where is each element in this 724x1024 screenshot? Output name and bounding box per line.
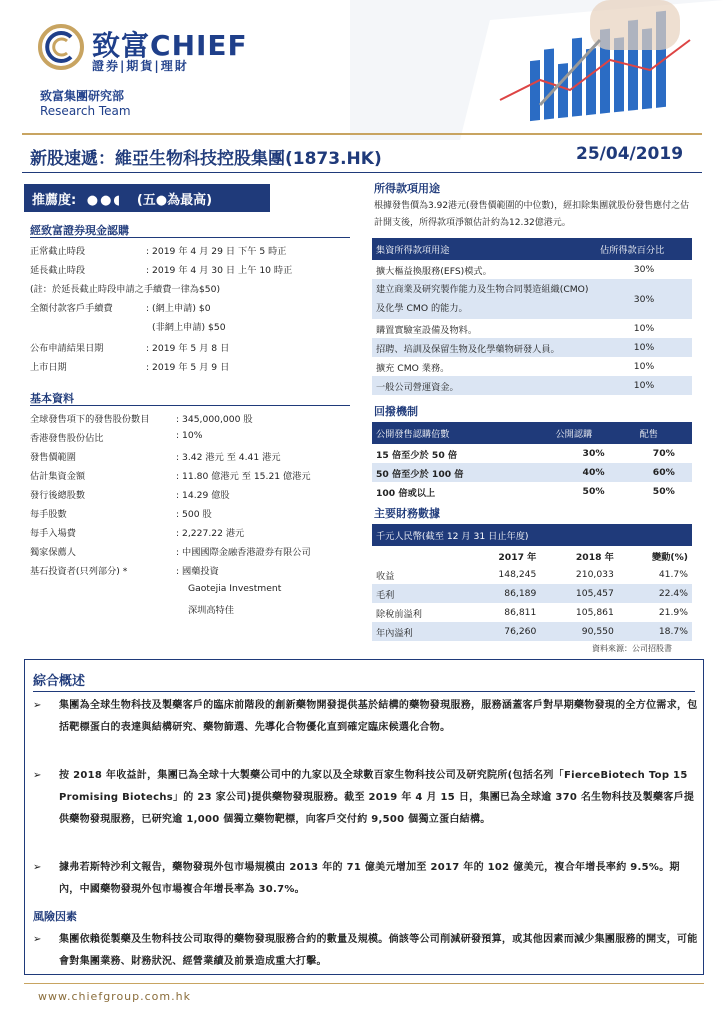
fin-2018: 210,033 <box>575 569 614 580</box>
financials-source: 資料來源：公司招股書 <box>592 644 672 653</box>
rating-dots: ●●◖ <box>86 193 123 208</box>
fin-2017: 76,260 <box>463 622 541 641</box>
risk-point: 集團依賴從製藥及生物科技公司取得的藥物發現服務合約的數量及規模。倘該等公司削減研發預算，或其他因素而減少集團服務的開支，可能會對集團業務、財務狀況、經營業績及前景造成重大打擊。 <box>59 934 698 967</box>
sub-row-value: : 2019 年 4 月 29 日 下午 5 時正 <box>146 246 287 257</box>
rating-label: 推薦度: <box>32 193 77 208</box>
clawback-multiple: 15 倍至少於 50 倍 <box>376 449 458 461</box>
basic-row-value: : 345,000,000 股 <box>176 414 253 425</box>
sub-row-value: : (網上申請) $0 <box>146 303 211 314</box>
summary-point: 按 2018 年收益計，集團已為全球十大製藥公司中的九家以及全球數百家生物科技公司及研究院所(包括名列「FierceBiotech Top 15 Promising Biotechs」的 23 家公司)提供藥物發現服務。截至 2019 年 4 月 15 日，集團已為全球逾 370 名生物科技及製藥客戶提供藥物發現服務，已研究逾 1,000 個獨立藥物靶標，向客戶交付約 9,500 個獨立蛋白結構。 <box>59 770 695 825</box>
summary-box <box>24 659 704 975</box>
proceeds-pct: 10% <box>633 323 655 334</box>
basic-row-label: 每手入場費 <box>30 528 76 539</box>
proceeds-use: 建立商業及研究製作能力及生物合同製造組織(CMO)及化學 CMO 的能力。 <box>372 279 596 319</box>
basic-row-label: 獨家保薦人 <box>30 547 76 558</box>
proceeds-use: 購置實驗室設備及物料。 <box>376 324 478 336</box>
sub-row-value: : 2019 年 4 月 30 日 上午 10 時正 <box>146 265 293 276</box>
summary-divider <box>33 691 695 692</box>
proceeds-heading: 所得款項用途 <box>374 182 440 195</box>
proceeds-col-use: 集資所得款項用途 <box>372 238 596 260</box>
fin-col-change: 變動(%) <box>652 551 688 563</box>
proceeds-table <box>372 238 692 395</box>
fin-change: 22.4% <box>618 584 692 603</box>
proceeds-col-pct: 佔所得款百分比 <box>596 238 692 260</box>
fin-col-2018: 2018 年 <box>575 551 614 563</box>
clawback-col-placing: 配售 <box>636 422 692 444</box>
proceeds-use: 擴充 CMO 業務。 <box>376 362 450 374</box>
basic-row-label: 香港發售股份佔比 <box>30 433 104 444</box>
header-divider <box>22 133 702 135</box>
fin-item: 收益 <box>376 570 395 582</box>
summary-heading: 綜合概述 <box>33 674 86 689</box>
sub-row-label: 上市日期 <box>30 362 67 373</box>
proceeds-pct: 30% <box>596 279 692 319</box>
sub-row-note: (註：於延長截止時段申請之手續費一律為$50) <box>30 284 221 295</box>
sub-row-label: 延長截止時段 <box>30 265 86 276</box>
basic-row-value: : 500 股 <box>176 509 212 520</box>
fin-item: 毛利 <box>372 584 463 603</box>
bullet-icon: ➢ <box>33 700 42 711</box>
proceeds-pct: 10% <box>596 376 692 395</box>
basic-row-value: : 14.29 億股 <box>176 490 230 501</box>
chief-logo-icon <box>38 24 84 70</box>
research-dept-cn: 致富集團研究部 <box>40 89 125 103</box>
clawback-col-multiple: 公開發售認購倍數 <box>372 422 552 444</box>
clawback-heading: 回撥機制 <box>374 405 418 418</box>
title-divider <box>22 172 702 173</box>
rating-banner <box>24 184 270 212</box>
proceeds-pct: 10% <box>633 361 655 372</box>
basic-row-label: 發行後總股數 <box>30 490 86 501</box>
financials-heading: 主要財務數據 <box>374 507 440 520</box>
sub-row-value: : 2019 年 5 月 9 日 <box>146 362 230 373</box>
basic-info-divider <box>30 405 350 406</box>
clawback-placing: 70% <box>652 448 675 459</box>
fin-2018: 105,457 <box>540 584 618 603</box>
sub-row-label: 正常截止時段 <box>30 246 86 257</box>
financials-unit: 千元人民幣(截至 12 月 31 日止年度) <box>372 524 692 546</box>
basic-row-label: 基石投資者(只列部分) * <box>30 566 128 577</box>
basic-row-label: 每手股數 <box>30 509 67 520</box>
clawback-placing: 50% <box>652 486 675 497</box>
subscription-heading: 經致富證券現金認購 <box>30 224 129 237</box>
basic-row-value: Gaotejia Investment <box>188 583 282 594</box>
basic-row-value: : 2,227.22 港元 <box>176 528 245 539</box>
proceeds-use: 擴大樞益換服務(EFS)模式。 <box>376 265 492 277</box>
fin-col-2017: 2017 年 <box>498 551 537 563</box>
fin-2017: 86,811 <box>504 607 537 618</box>
basic-row-value: : 11.80 億港元 至 15.21 億港元 <box>176 471 311 482</box>
basic-row-value: : 10% <box>176 430 203 441</box>
fin-item: 除稅前溢利 <box>376 608 422 620</box>
fin-change: 21.9% <box>658 607 688 618</box>
basic-row-value: : 中國國際金融香港證券有限公司 <box>176 547 311 558</box>
sub-row-label: 全額付款客戶手續費 <box>30 303 113 314</box>
brand-tagline: 證券|期貨|理財 <box>92 59 189 73</box>
clawback-multiple: 100 倍或以上 <box>376 487 436 499</box>
clawback-multiple: 50 倍至少於 100 倍 <box>372 463 552 482</box>
fin-2017: 148,245 <box>498 569 537 580</box>
basic-row-value: : 3.42 港元 至 4.41 港元 <box>176 452 281 463</box>
basic-row-label: 估計集資金額 <box>30 471 86 482</box>
hero-chart-illustration <box>350 0 724 140</box>
footer-website[interactable]: www.chiefgroup.com.hk <box>38 990 191 1003</box>
bullet-icon: ➢ <box>33 934 42 945</box>
bullet-icon: ➢ <box>33 862 42 873</box>
page-title: 新股速遞：維亞生物科技控股集團(1873.HK) <box>30 149 382 169</box>
basic-row-value: 深圳高特佳 <box>188 605 234 616</box>
proceeds-intro: 根據發售價為3.92港元(發售價範圍的中位數)，經扣除集團就股份發售應付之估計開支後，所得款項淨額估計約為12.32億港元。 <box>374 201 690 228</box>
basic-row-label: 發售價範圍 <box>30 452 76 463</box>
subscription-list <box>30 243 350 383</box>
basic-info-list <box>30 411 360 621</box>
sub-row-label: 公布申請結果日期 <box>30 343 104 354</box>
fin-2017: 86,189 <box>463 584 541 603</box>
summary-point: 集團為全球生物科技及製藥客戶的臨床前階段的創新藥物開發提供基於結構的藥物發現服務，服務涵蓋客戶對早期藥物發現的全方位需求，包括靶標蛋白的表達與結構研究、藥物篩選、先導化合物優化直到確定臨床候選化合物。 <box>59 700 698 733</box>
clawback-placing: 60% <box>636 463 692 482</box>
proceeds-use: 招聘、培訓及保留生物及化學藥物研發人員。 <box>372 338 596 357</box>
bullet-icon: ➢ <box>33 770 42 781</box>
clawback-col-public: 公開認購 <box>552 422 636 444</box>
clawback-public: 30% <box>582 448 605 459</box>
proceeds-pct: 10% <box>596 338 692 357</box>
financials-table <box>372 524 692 641</box>
basic-row-value: : 國藥投資 <box>176 566 219 577</box>
report-date: 25/04/2019 <box>576 144 684 164</box>
basic-info-heading: 基本資料 <box>30 392 74 405</box>
fin-col <box>372 546 463 565</box>
sub-row-value: : 2019 年 5 月 8 日 <box>146 343 230 354</box>
subscription-divider <box>30 237 350 238</box>
fin-2018: 105,861 <box>575 607 614 618</box>
fin-change: 41.7% <box>658 569 688 580</box>
fin-change: 18.7% <box>618 622 692 641</box>
clawback-public: 50% <box>582 486 605 497</box>
proceeds-use: 一般公司營運資金。 <box>372 376 596 395</box>
fin-2018: 90,550 <box>540 622 618 641</box>
summary-point: 據弗若斯特沙利文報告，藥物發現外包市場規模由 2013 年的 71 億美元增加至 2017 年的 102 億美元，複合年增長率約 9.5%。期內，中國藥物發現外包市場複合年增長率為 30.7%。 <box>59 862 680 895</box>
brand-name: 致富CHIEF <box>92 29 248 62</box>
sub-row-value: (非網上申請) $50 <box>152 322 226 333</box>
risk-heading: 風險因素 <box>33 910 77 923</box>
footer-divider <box>24 983 704 984</box>
basic-row-label: 全球發售項下的發售股份數目 <box>30 414 150 425</box>
proceeds-pct: 30% <box>633 264 655 275</box>
fin-item: 年內溢利 <box>372 622 463 641</box>
clawback-table <box>372 422 692 501</box>
rating-note: (五●為最高) <box>136 193 213 208</box>
clawback-public: 40% <box>552 463 636 482</box>
research-dept-en: Research Team <box>40 104 131 118</box>
